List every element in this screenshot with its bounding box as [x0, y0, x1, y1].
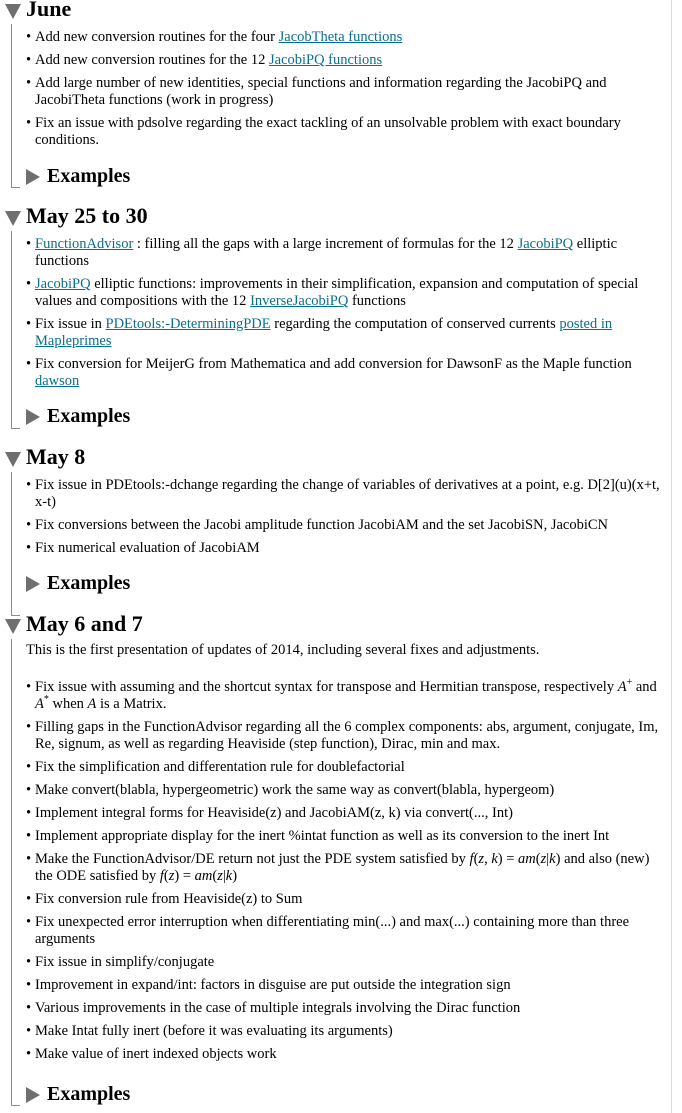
list-item: [26, 782, 668, 799]
page-right-border: [671, 0, 672, 1113]
item-text: Add new conversion routines for the 12: [35, 52, 269, 68]
item-text: and: [632, 679, 657, 695]
section-toggle[interactable]: [0, 203, 668, 231]
expanded-triangle-icon: [5, 211, 21, 226]
section-bracket: [11, 24, 20, 188]
section-toggle[interactable]: [0, 444, 668, 472]
list-item: [26, 477, 668, 511]
item-text: (: [163, 868, 169, 884]
list-item: [26, 679, 668, 713]
list-item: [26, 719, 668, 753]
item-text: ) =: [497, 851, 519, 867]
list-item: [26, 954, 668, 971]
list-item: [26, 914, 668, 948]
section-body: [26, 29, 668, 149]
help-link[interactable]: InverseJacobiPQ: [250, 293, 349, 309]
help-link[interactable]: PDEtools:-DeterminingPDE: [105, 316, 271, 332]
section-bracket: [11, 639, 20, 1106]
section-title: May 6 and 7: [26, 611, 143, 636]
list-item: [26, 891, 668, 908]
expanded-triangle-icon: [5, 619, 21, 634]
item-text: (: [212, 868, 218, 884]
update-list: [26, 29, 668, 149]
examples-label: Examples: [47, 572, 131, 594]
section-bracket: [11, 231, 20, 429]
list-item: [26, 29, 668, 46]
item-text: elliptic functions: [35, 236, 618, 269]
item-text: (: [535, 851, 541, 867]
math-symbol: z: [168, 868, 175, 884]
item-text: (: [473, 851, 479, 867]
section-may-6-7: [0, 611, 668, 1105]
item-text: when: [48, 696, 88, 712]
help-link[interactable]: dawson: [35, 373, 80, 389]
list-item: [26, 1023, 668, 1040]
collapsed-triangle-icon: [26, 409, 40, 425]
item-text: functions: [348, 293, 406, 309]
superscript: *: [43, 694, 49, 706]
item-text: Fix issue in PDEtools:-dchange regarding the change of variables of derivatives at a point, e.g. D[2](u)(x+t, x-t): [35, 477, 660, 510]
math-symbol: f: [469, 851, 474, 867]
math-symbol: A: [87, 696, 97, 712]
item-text: Improvement in expand/int: factors in disguise are put outside the integration sign: [35, 977, 511, 993]
item-text: Add large number of new identities, special functions and information regarding the JacobiPQ and JacobiTheta functions (work in progress): [35, 75, 607, 108]
item-text: Make Intat fully inert (before it was evaluating its arguments): [35, 1023, 393, 1039]
expanded-triangle-icon: [5, 452, 21, 467]
math-symbol: am: [518, 851, 536, 867]
math-symbol: z: [217, 868, 223, 884]
item-text: Fix the simplification and differentation rule for doublefactorial: [35, 759, 405, 775]
math-symbol: z: [540, 851, 547, 867]
collapsed-triangle-icon: [26, 1087, 40, 1103]
math-symbol: am: [194, 868, 213, 884]
list-item: [26, 759, 668, 776]
help-link[interactable]: posted in Mapleprimes: [35, 316, 613, 349]
item-text: Make value of inert indexed objects work: [35, 1046, 277, 1062]
help-link[interactable]: JacobiPQ: [35, 276, 91, 292]
section-may-8: [0, 444, 668, 594]
list-item: [26, 236, 668, 270]
math-symbol: A: [35, 696, 44, 712]
item-text: regarding the computation of conserved currents: [270, 316, 560, 332]
item-text: ,: [484, 851, 492, 867]
list-item: [26, 316, 668, 350]
examples-label: Examples: [47, 165, 131, 187]
section-bracket: [11, 472, 20, 616]
section-june: [0, 0, 668, 187]
item-text: is a Matrix.: [96, 696, 167, 712]
math-symbol: k: [549, 851, 556, 867]
collapsed-triangle-icon: [26, 169, 40, 185]
math-symbol: A: [617, 679, 627, 695]
item-text: : filling all the gaps with a large increment of formulas for the 12: [133, 236, 518, 252]
item-text: Implement integral forms for Heaviside(z) and JacobiAM(z, k) via convert(..., Int): [35, 805, 513, 821]
section-title: May 8: [26, 444, 86, 469]
item-text: Filling gaps in the FunctionAdvisor regarding all the 6 complex components: abs, argument, conjugate, Im, Re, signum, as well as regarding Heaviside (step function), Dirac, min and max.: [35, 719, 659, 752]
item-text: |: [546, 851, 550, 867]
item-text: ): [232, 868, 238, 884]
item-text: Make convert(blabla, hypergeometric) work the same way as convert(blabla, hypergeom): [35, 782, 555, 798]
math-symbol: f: [159, 868, 164, 884]
list-item: [26, 356, 668, 390]
superscript: +: [626, 677, 633, 689]
update-list: [26, 477, 668, 557]
examples-label: Examples: [47, 405, 131, 427]
help-link[interactable]: JacobTheta functions: [278, 29, 403, 45]
list-item: [26, 115, 668, 149]
section-body: [26, 477, 668, 557]
list-item: [26, 540, 668, 557]
examples-label: Examples: [47, 1083, 131, 1105]
item-text: Make the FunctionAdvisor/DE return not just the PDE system satisfied by: [35, 851, 470, 867]
item-text: Implement appropriate display for the inert %intat function as well as its conversion to the inert Int: [35, 828, 610, 844]
update-list: [26, 679, 668, 1063]
expanded-triangle-icon: [5, 4, 21, 19]
help-link[interactable]: JacobiPQ: [517, 236, 574, 252]
item-text: Fix issue in: [35, 316, 106, 332]
section-body: [26, 642, 668, 1063]
item-text: Fix conversions between the Jacobi amplitude function JacobiAM and the set JacobiSN, JacobiCN: [35, 517, 609, 533]
list-item: [26, 977, 668, 994]
collapsed-triangle-icon: [26, 576, 40, 592]
item-text: Various improvements in the case of multiple integrals involving the Dirac function: [35, 1000, 521, 1016]
section-toggle[interactable]: [0, 0, 668, 24]
item-text: Add new conversion routines for the four: [35, 29, 279, 45]
item-text: Fix issue in simplify/conjugate: [35, 954, 215, 970]
item-text: Fix conversion rule from Heaviside(z) to Sum: [35, 891, 303, 907]
list-item: [26, 276, 668, 310]
item-text: Fix conversion for MeijerG from Mathematica and add conversion for DawsonF as the Maple function: [35, 356, 632, 372]
list-item: [26, 805, 668, 822]
item-text: elliptic functions: improvements in their simplification, expansion and computation of special values and compositions with the 12: [35, 276, 639, 309]
item-text: ) =: [174, 868, 195, 884]
list-item: [26, 851, 668, 885]
section-title: May 25 to 30: [26, 203, 148, 228]
section-intro: This is the first presentation of updates of 2014, including several fixes and adjustments.: [26, 642, 540, 658]
item-text: Fix numerical evaluation of JacobiAM: [35, 540, 260, 556]
item-text: Fix issue with assuming and the shortcut syntax for transpose and Hermitian transpose, respectively: [35, 679, 618, 695]
item-text: Fix an issue with pdsolve regarding the exact tackling of an unsolvable problem with exact boundary conditions.: [35, 115, 621, 148]
list-item: [26, 517, 668, 534]
math-symbol: z: [478, 851, 485, 867]
section-toggle[interactable]: [0, 611, 668, 639]
section-may-25-30: [0, 203, 668, 427]
item-text: ) and also (new) the ODE satisfied by: [35, 851, 650, 884]
list-item: [26, 52, 668, 69]
section-title: June: [26, 0, 72, 21]
help-link[interactable]: JacobiPQ functions: [268, 52, 383, 68]
math-symbol: k: [225, 868, 233, 884]
item-text: Fix unexpected error interruption when differentiating min(...) and max(...) containing more than three arguments: [35, 914, 630, 947]
item-text: |: [222, 868, 226, 884]
list-item: [26, 1046, 668, 1063]
list-item: [26, 75, 668, 109]
help-link[interactable]: FunctionAdvisor: [35, 236, 134, 252]
list-item: [26, 828, 668, 845]
section-body: [26, 236, 668, 390]
math-symbol: k: [491, 851, 498, 867]
update-list: [26, 236, 668, 390]
list-item: [26, 1000, 668, 1017]
